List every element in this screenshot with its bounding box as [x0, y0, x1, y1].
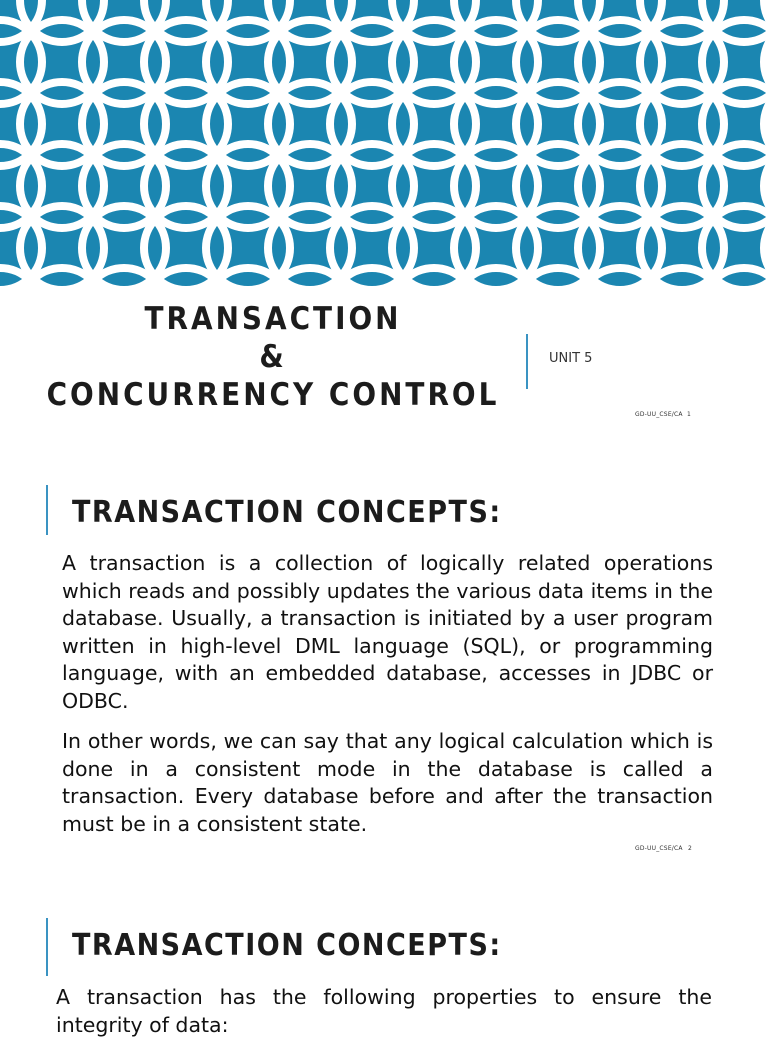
slide-1 [0, 0, 768, 433]
unit-label: UNIT 5 [549, 351, 593, 366]
heading-accent-bar [46, 485, 48, 535]
page-number: 1 [687, 411, 691, 418]
decorative-pattern-banner [0, 0, 768, 288]
section-heading: TRANSACTION CONCEPTS: [72, 495, 502, 530]
slide-footer: GD-UU_CSE/CA [635, 845, 683, 852]
title-line-3: CONCURRENCY CONTROL [46, 377, 500, 413]
interlocking-circles-pattern [0, 0, 768, 288]
paragraph-2: In other words, we can say that any logical calculation which is done in a consistent mode in the database is called a transaction. Every database before and after the transaction must be in a consistent state. [62, 729, 713, 836]
paragraph-1: A transaction has the following properties to ensure the integrity of data: [56, 985, 712, 1037]
slide-footer: GD-UU_CSE/CA [635, 411, 683, 418]
vertical-divider [526, 334, 528, 389]
title-line-2: & [259, 339, 287, 375]
slide-3 [0, 866, 768, 1037]
section-heading: TRANSACTION CONCEPTS: [72, 928, 502, 963]
page-number: 2 [688, 845, 692, 852]
slide-2 [0, 433, 768, 866]
title-line-1: TRANSACTION [144, 301, 402, 337]
paragraph-1: A transaction is a collection of logically related operations which reads and possibly updates the various data items in the database. Usually, a transaction is initiated by a user program written in high-level DML language (SQL), or programming language, with an embedded database, accesses in JDBC or ODBC. [62, 551, 713, 713]
heading-accent-bar [46, 918, 48, 976]
